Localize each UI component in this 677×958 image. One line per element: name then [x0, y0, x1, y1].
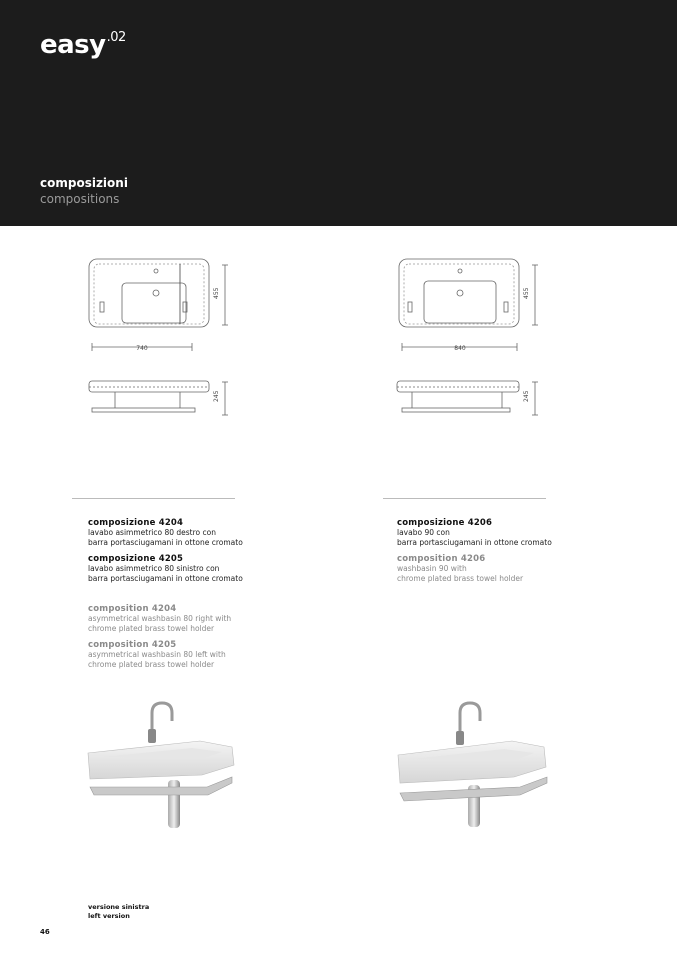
section-title: composizioni [40, 176, 128, 190]
towel-bar [90, 777, 232, 795]
washbasin [88, 741, 234, 779]
dimension-height-label: 245 [213, 390, 220, 402]
dimension-width-label: 740 [136, 345, 148, 352]
composition-block: composizione 4205 lavabo asimmetrico 80 sinistro con barra portasciugamani in ottone cromato [88, 554, 243, 583]
composition-block: composizione 4206 lavabo 90 con barra portasciugamani in ottone cromato [397, 518, 552, 547]
composition-block-en: composition 4206 washbasin 90 with chrome plated brass towel holder [397, 554, 524, 583]
page-number: 46 [40, 928, 50, 936]
dimension-width-label: 840 [454, 345, 466, 352]
header-band [0, 0, 677, 226]
composition-block-en: composition 4205 asymmetrical washbasin 80 left with chrome plated brass towel holder [88, 640, 226, 669]
divider-left [72, 498, 235, 499]
brand-logo: easy$^{.02}$ [40, 30, 126, 60]
right-description [397, 518, 597, 590]
section-subtitle: compositions [40, 192, 120, 206]
composition-block: composizione 4204 lavabo asimmetrico 80 destro con barra portasciugamani in ottone cromato [88, 518, 243, 547]
dimension-depth-label: 455 [213, 287, 220, 299]
composition-block-en: composition 4204 asymmetrical washbasin 80 right with chrome plated brass towel holder [88, 604, 232, 633]
washbasin [398, 741, 546, 783]
product-photo-right [392, 695, 557, 835]
technical-drawing-right [390, 250, 550, 430]
technical-drawing-left [80, 250, 240, 430]
dimension-height-label: 245 [523, 390, 530, 402]
dimension-depth-label: 455 [523, 287, 530, 299]
photo-caption: versione sinistra left version [88, 903, 150, 920]
product-photo-left [82, 695, 247, 835]
divider-right [383, 498, 546, 499]
basin-top-view [89, 259, 209, 327]
left-description [88, 518, 288, 676]
